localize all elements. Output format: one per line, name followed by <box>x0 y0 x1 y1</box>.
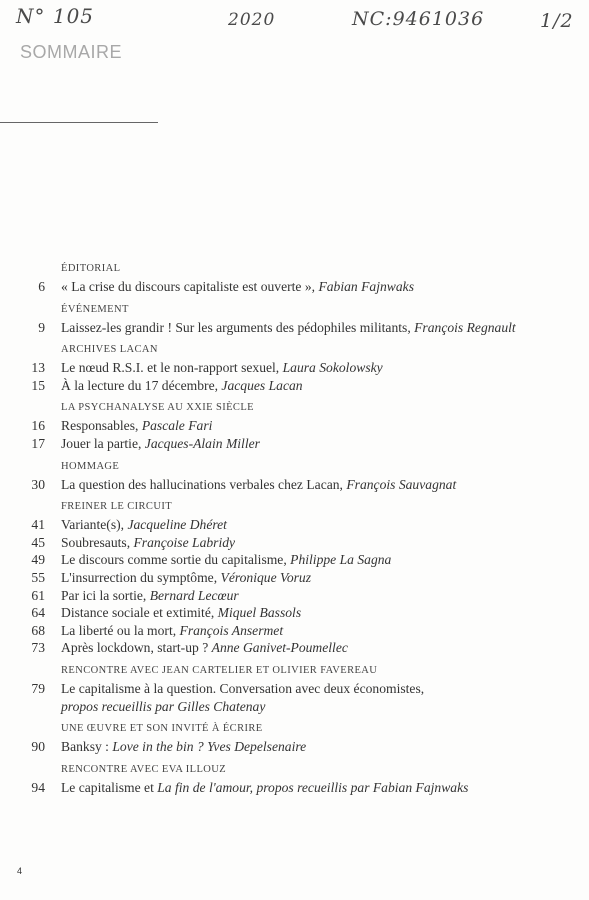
toc-entry[interactable] <box>0 604 589 622</box>
entry-page-number: 55 <box>31 569 45 585</box>
toc-section <box>0 664 589 715</box>
entry-page-number: 45 <box>31 534 45 550</box>
entry-author: Laura Sokolowsky <box>282 360 383 376</box>
toc-section <box>0 401 589 452</box>
toc-entry[interactable] <box>0 377 589 395</box>
toc-entry[interactable] <box>0 680 589 698</box>
entry-author: François Sauvagnat <box>346 476 457 492</box>
handwritten-part: 1/2 <box>540 10 574 32</box>
entry-author: Miquel Bassols <box>217 605 302 621</box>
entry-author: Philippe La Sagna <box>290 552 392 568</box>
entry-title: « La crise du discours capitaliste est ouverte », <box>61 279 319 294</box>
entry-page-number: 41 <box>31 517 45 533</box>
entry-page-number: 16 <box>31 418 45 434</box>
entry-page-number: 6 <box>38 279 45 294</box>
toc-entry[interactable] <box>0 435 589 453</box>
toc-entry[interactable] <box>0 534 589 552</box>
entry-author: Jacques Lacan <box>221 377 303 393</box>
toc-section <box>0 343 589 394</box>
entry-page-number: 9 <box>38 319 45 335</box>
entry-page-number: 68 <box>31 622 45 638</box>
toc-entry[interactable] <box>0 639 589 657</box>
page-number: 4 <box>17 866 23 876</box>
section-title: ÉVÉNEMENT <box>61 303 129 315</box>
handwritten-issue-number: N° 105 <box>16 4 95 28</box>
table-of-contents <box>0 262 589 803</box>
entry-author: Jacqueline Dhéret <box>127 517 227 533</box>
toc-entry[interactable] <box>0 516 589 534</box>
entry-title: Responsables, <box>61 418 142 434</box>
entry-title: Distance sociale et extimité, <box>61 605 218 621</box>
handwritten-year: 2020 <box>228 10 276 30</box>
entry-author: Love in the bin ? Yves Depelsenaire <box>112 739 307 755</box>
entry-author: La fin de l'amour, propos recueillis par Fabian Fajnwaks <box>157 779 469 795</box>
entry-author: Bernard Lecœur <box>149 587 239 603</box>
section-title: HOMMAGE <box>61 460 120 472</box>
section-title: UNE ŒUVRE ET SON INVITÉ À ÉCRIRE <box>61 723 263 735</box>
entry-author: propos recueillis par Gilles Chatenay <box>61 698 266 714</box>
toc-entry[interactable] <box>0 319 589 337</box>
section-title: RENCONTRE AVEC EVA ILLOUZ <box>61 763 227 775</box>
toc-entry[interactable] <box>0 569 589 587</box>
toc-entry[interactable] <box>0 278 589 296</box>
section-title: ARCHIVES LACAN <box>61 344 158 356</box>
toc-entry[interactable] <box>0 622 589 640</box>
entry-title: La question des hallucinations verbales chez Lacan, <box>61 476 347 492</box>
entry-author: Pascale Fari <box>141 418 213 434</box>
toc-entry[interactable] <box>0 738 589 756</box>
entry-title: La liberté ou la mort, <box>61 622 180 638</box>
entry-page-number: 17 <box>31 435 45 451</box>
entry-page-number: 15 <box>31 377 45 393</box>
toc-entry[interactable] <box>0 587 589 605</box>
entry-page-number: 94 <box>31 779 45 795</box>
entry-author: Anne Ganivet-Poumellec <box>211 640 348 656</box>
toc-entry[interactable] <box>0 476 589 494</box>
entry-author: Fabian Fajnwaks <box>318 279 414 294</box>
entry-title: Par ici la sortie, <box>61 587 150 603</box>
entry-author: François Ansermet <box>179 622 284 638</box>
page-title: SOMMAIRE <box>20 42 123 62</box>
entry-page-number: 30 <box>31 476 45 492</box>
section-title: RENCONTRE AVEC JEAN CARTELIER ET OLIVIER FAVEREAU <box>61 664 378 676</box>
entry-title: Banksy : <box>61 739 113 755</box>
entry-page-number: 73 <box>31 640 45 656</box>
entry-author: Véronique Voruz <box>220 569 312 585</box>
entry-page-number: 49 <box>31 552 45 568</box>
entry-title: Laissez-les grandir ! Sur les arguments des pédophiles militants, <box>61 319 415 335</box>
entry-page-number: 13 <box>31 360 45 376</box>
entry-title: Soubresauts, <box>61 534 134 550</box>
handwritten-reference: NC:9461036 <box>352 8 485 30</box>
entry-page-number: 61 <box>31 587 45 603</box>
entry-author: Françoise Labridy <box>133 534 236 550</box>
entry-title: Le capitalisme à la question. Conversation avec deux économistes, <box>61 680 425 696</box>
section-title: LA PSYCHANALYSE AU XXIE SIÈCLE <box>61 402 254 414</box>
toc-entry[interactable] <box>0 779 589 797</box>
entry-page-number: 90 <box>31 739 45 755</box>
toc-section <box>0 460 589 494</box>
section-title: ÉDITORIAL <box>61 263 121 274</box>
section-title: FREINER LE CIRCUIT <box>61 501 173 513</box>
toc-entry[interactable] <box>0 359 589 377</box>
entry-title: Jouer la partie, <box>61 435 145 451</box>
entry-title: Le discours comme sortie du capitalisme, <box>61 552 291 568</box>
toc-section <box>0 303 589 337</box>
toc-section <box>0 500 589 657</box>
entry-page-number: 64 <box>31 605 45 621</box>
entry-title: Le capitalisme et <box>61 779 158 795</box>
entry-author: François Regnault <box>414 319 516 335</box>
entry-title: À la lecture du 17 décembre, <box>61 377 222 393</box>
toc-entry[interactable] <box>0 698 589 716</box>
toc-entry[interactable] <box>0 551 589 569</box>
toc-section <box>0 763 589 797</box>
toc-section <box>0 262 589 296</box>
entry-title: Le nœud R.S.I. et le non-rapport sexuel, <box>61 360 283 376</box>
entry-author: Jacques-Alain Miller <box>144 435 260 451</box>
toc-section <box>0 722 589 756</box>
entry-title: L'insurrection du symptôme, <box>61 569 221 585</box>
entry-title: Après lockdown, start-up ? <box>61 640 212 656</box>
toc-entry[interactable] <box>0 417 589 435</box>
title-rule <box>0 122 158 123</box>
entry-title: Variante(s), <box>61 517 128 533</box>
entry-page-number: 79 <box>31 680 45 696</box>
